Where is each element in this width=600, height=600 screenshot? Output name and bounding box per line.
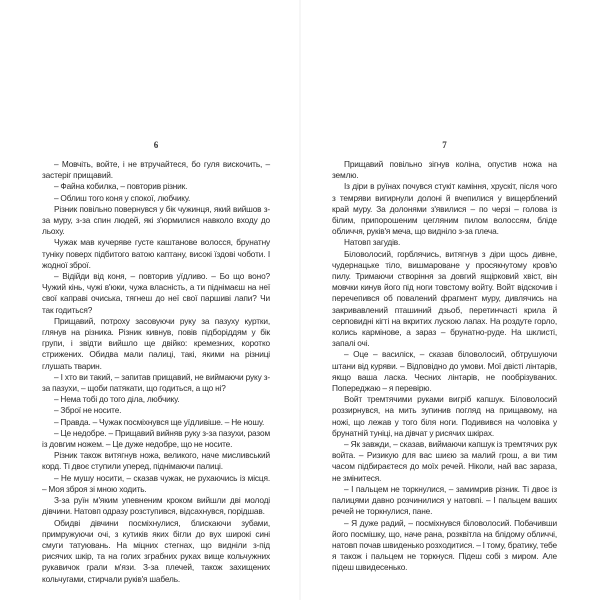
- page-number: 6: [153, 140, 159, 150]
- paragraph: Обидві дівчини посміхнулися, блискаючи зубами, примружуючи очі, з кутиків яких бігли до вух широкі сині смуги татуювань. На міцних стегнах, що видніли з-під рисячих шкір, та на голих зграбних руках вище кольчужних рукавичок грали м'язи. З-за плечей, також захищених кольчугами, стирчали руків'я шабель.: [42, 517, 270, 584]
- book-gutter: [299, 0, 301, 600]
- paragraph: – Мовчіть, войте, і не втручайтеся, бо гуля вискочить, – застеріг прищавий.: [42, 159, 270, 181]
- paragraph: – Це недобре. – Прищавий вийняв руку з-за пазухи, разом із довгим ножем. – Це дуже недобре, що не носите.: [42, 427, 270, 450]
- paragraph: – Як завжди, – сказав, виймаючи капшук із тремтячих рук войта. – Ризикую для вас шиєю за малий грош, а ви тим часом підбираєтеся до моїх речей. Ніколи, най вас зараза, не змінитеся.: [332, 439, 557, 483]
- paragraph: З-за руїн м'яким упевненим кроком вийшли дві молоді дівчини. Натовп одразу розступився, відсахнувся, порідшав.: [42, 495, 270, 517]
- right-page: [332, 139, 557, 574]
- paragraph: – Зброї не носите.: [54, 405, 122, 416]
- paragraph: Різник повільно повернувся у бік чужинця, який вийшов з-за муру, з-за спин людей, які з'юрмилися навколо входу до льоху.: [42, 203, 270, 237]
- paragraph: Войт тремтячими руками вигріб капшук. Біловолосий роззирнувся, на мить зупинив погляд на прищавому, на ножі, що лежав у того біля ноги. Подивився на чоловіка у брунатній туніці, на дівчат у рисячих шкірах.: [332, 394, 557, 438]
- left-page: [42, 139, 270, 585]
- page-number: 7: [442, 140, 447, 150]
- page-text: [42, 159, 270, 585]
- paragraph: Прищавий, потроху засовуючи руку за пазуху куртки, глянув на різника. Різник кивнув, повів підборіддям у бік групи, і звідти вийшло ще двійко: кремезних, коротко стрижених. Обидва мали палиці, такі, якими на різниці глушать тварин.: [42, 315, 270, 371]
- paragraph: – Правда. – Чужак посміхнувся ще уїдливіше. – Не ношу.: [54, 416, 265, 427]
- paragraph: Різник також витягнув ножа, великого, наче мисливський корд. Ті двоє ступили уперед, піднімаючи палиці.: [42, 450, 270, 472]
- paragraph: Із діри в руїнах почувся стукіт каміння, хрускіт, після чого з темряви вигирнули долоні й вчепилися у вищерблений край муру. За долонями з'явилися – по черзі – голова із білим, припорошеним цегляним пилом волоссям, бліде обличчя, руків'я меча, що виднілo з-за плеча.: [332, 181, 557, 237]
- paragraph: – Облиш того коня у спокої, любчику.: [54, 192, 191, 203]
- paragraph: Чужак мав кучеряве густе каштанове волосся, брунатну туніку поверх підбитого ватою каптану, високі їздові чоботи. І жодної зброї.: [42, 237, 270, 270]
- paragraph: – Не мушу носити, – сказав чужак, не рухаючись із місця. – Моя зброя зі мною ходить.: [42, 472, 270, 494]
- paragraph: – Я дуже радий, – посміхнувся біловолосий. Побачивши його посмішку, що, наче рана, розквітла на блідому обличчі, натовп почав швиденько розходитися. – І тому, братику, тебе я також і пальцем не торкнуся. Підеш собі з миром. Але підеш швидесенько.: [332, 517, 557, 573]
- page-text: [332, 159, 557, 574]
- paragraph: – Файна кобилка, – повторив різник.: [54, 181, 188, 192]
- paragraph: – Нема тобі до того діла, любчику.: [54, 394, 180, 405]
- paragraph: – Відійди від коня, – повторив уїдливо. – Бо що воно? Чужий кінь, чужі в'юки, чужа власність, а ти піднімаєш на неї свої каправі очиська, тягнеш до неї свої паршиві лапи? Чи так годиться?: [42, 271, 270, 315]
- paragraph: – І хто ви такий, – запитав прищавий, не виймаючи руку з-за пазухи, – щоби патякати, що годиться, а що ні?: [42, 371, 270, 394]
- paragraph: Натовп загудів.: [344, 237, 401, 248]
- paragraph: Прищавий повільно зігнув коліна, опустив ножа на землю.: [332, 159, 557, 181]
- paragraph: – Оце – василіск, – сказав біловолосий, обтрушуючи штани від куряви. – Відповідно до умови. Мої двісті лінтарів, якщо ваша ласка. Чесних лінтарів, не пообрізуваних. Попереджаю – я перевірю.: [332, 349, 557, 394]
- paragraph: Біловолосий, горблячись, витягнув з діри щось дивне, чудернацьке тіло, вишмароване у просякнутому кров'ю пилу. Тримаючи створіння за довгий ящірковий хвіст, він мовчки кинув його під ноги товстому войту. Войт відскочив і перечепився об повалений фрагмент муру, дивлячись на закривавлений пташиний дзьоб, перетинчасті крила й серповидні кігті на вкритих лускою лапах. На роздуте горло, колись кармінове, а зараз – брунатно-руде. На шклисті, запалі очі.: [332, 248, 557, 349]
- paragraph: – І пальцем не торкнулися, – замимрив різник. Ті двоє із палицями давно розчинилися у натовпі. – І пальцем ваших речей не торкнулися, пане.: [332, 483, 557, 517]
